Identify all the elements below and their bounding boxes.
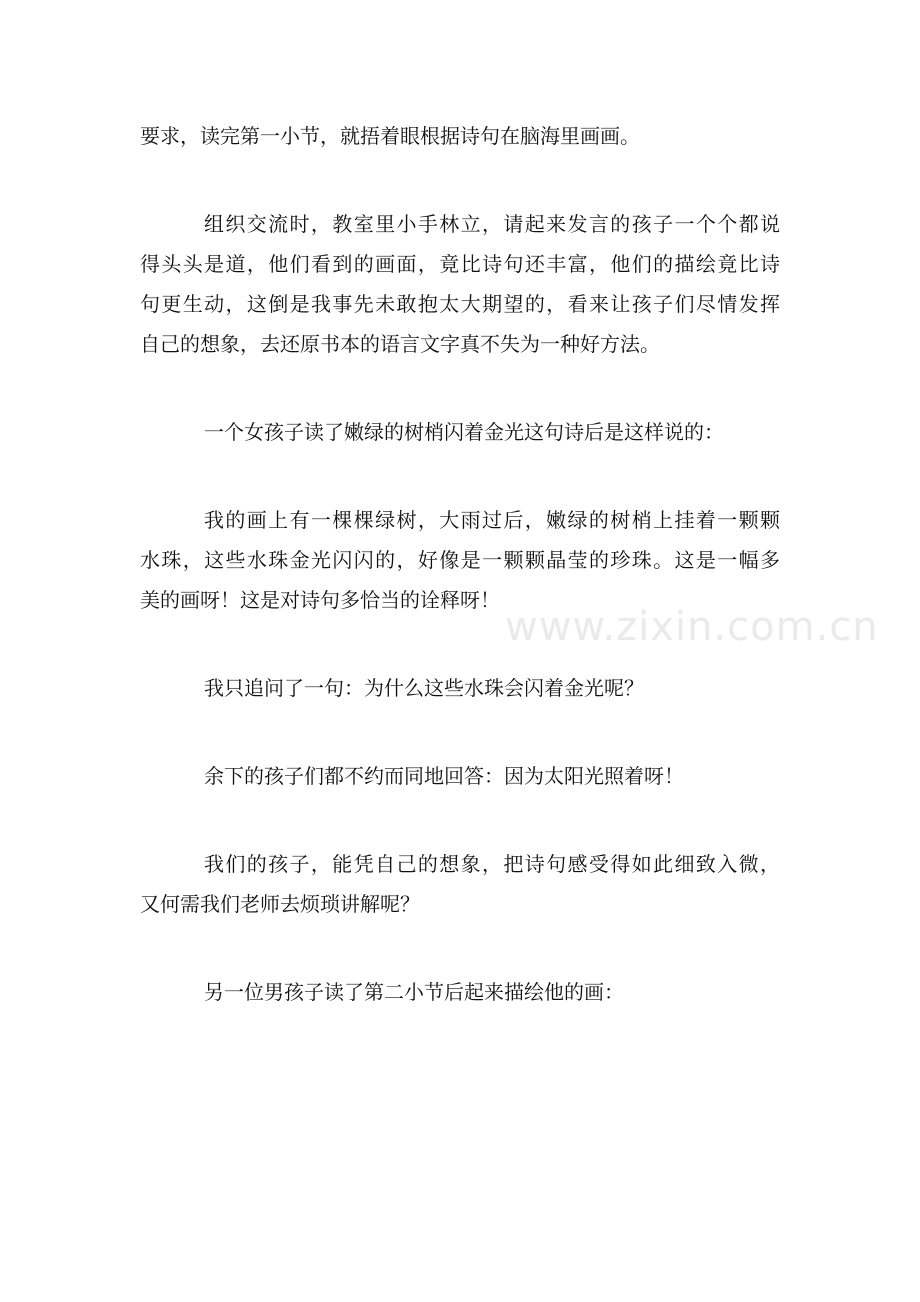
paragraph-line: 美的画呀！这是对诗句多恰当的诠释呀！ [140, 588, 500, 612]
paragraph-gap [140, 708, 780, 756]
paragraph-line: 一个女孩子读了嫩绿的树梢闪着金光这句诗后是这样说的： [204, 420, 724, 444]
paragraph-line: 自己的想象，去还原书本的语言文字真不失为一种好方法。 [140, 332, 660, 356]
paragraph-line: 另一位男孩子读了第二小节后起来描绘他的画： [204, 980, 624, 1004]
paragraph-gap [140, 156, 780, 204]
paragraph-line: 要求，读完第一小节，就捂着眼根据诗句在脑海里画画。 [140, 124, 640, 148]
paragraph-line: 水珠，这些水珠金光闪闪的，好像是一颗颗晶莹的珍珠。这是一幅多 [140, 548, 780, 572]
paragraph-line: 我只追问了一句：为什么这些水珠会闪着金光呢？ [204, 676, 644, 700]
paragraph-3 [140, 412, 780, 452]
paragraph-line: 又何需我们老师去烦琐讲解呢？ [140, 892, 420, 916]
watermark: www.zixin.com.cn [505, 604, 879, 650]
paragraph-6 [140, 756, 780, 796]
paragraph-gap [140, 452, 780, 500]
paragraph-7 [140, 844, 780, 924]
paragraph-line: 我的画上有一棵棵绿树，大雨过后，嫩绿的树梢上挂着一颗颗 [204, 508, 780, 532]
paragraph-gap [140, 364, 780, 412]
paragraph-8 [140, 972, 780, 1012]
paragraph-4 [140, 500, 780, 620]
paragraph-gap [140, 620, 780, 668]
paragraph-1 [140, 116, 780, 156]
paragraph-line: 句更生动，这倒是我事先未敢抱太大期望的，看来让孩子们尽情发挥 [140, 292, 780, 316]
paragraph-gap [140, 796, 780, 844]
paragraph-line: 余下的孩子们都不约而同地回答：因为太阳光照着呀！ [204, 764, 684, 788]
paragraph-5 [140, 668, 780, 708]
paragraph-line: 组织交流时，教室里小手林立，请起来发言的孩子一个个都说 [204, 212, 780, 236]
document-body [140, 116, 780, 1012]
paragraph-line: 我们的孩子，能凭自己的想象，把诗句感受得如此细致入微， [204, 852, 780, 876]
paragraph-gap [140, 924, 780, 972]
paragraph-line: 得头头是道，他们看到的画面，竟比诗句还丰富，他们的描绘竟比诗 [140, 252, 780, 276]
paragraph-2 [140, 204, 780, 364]
